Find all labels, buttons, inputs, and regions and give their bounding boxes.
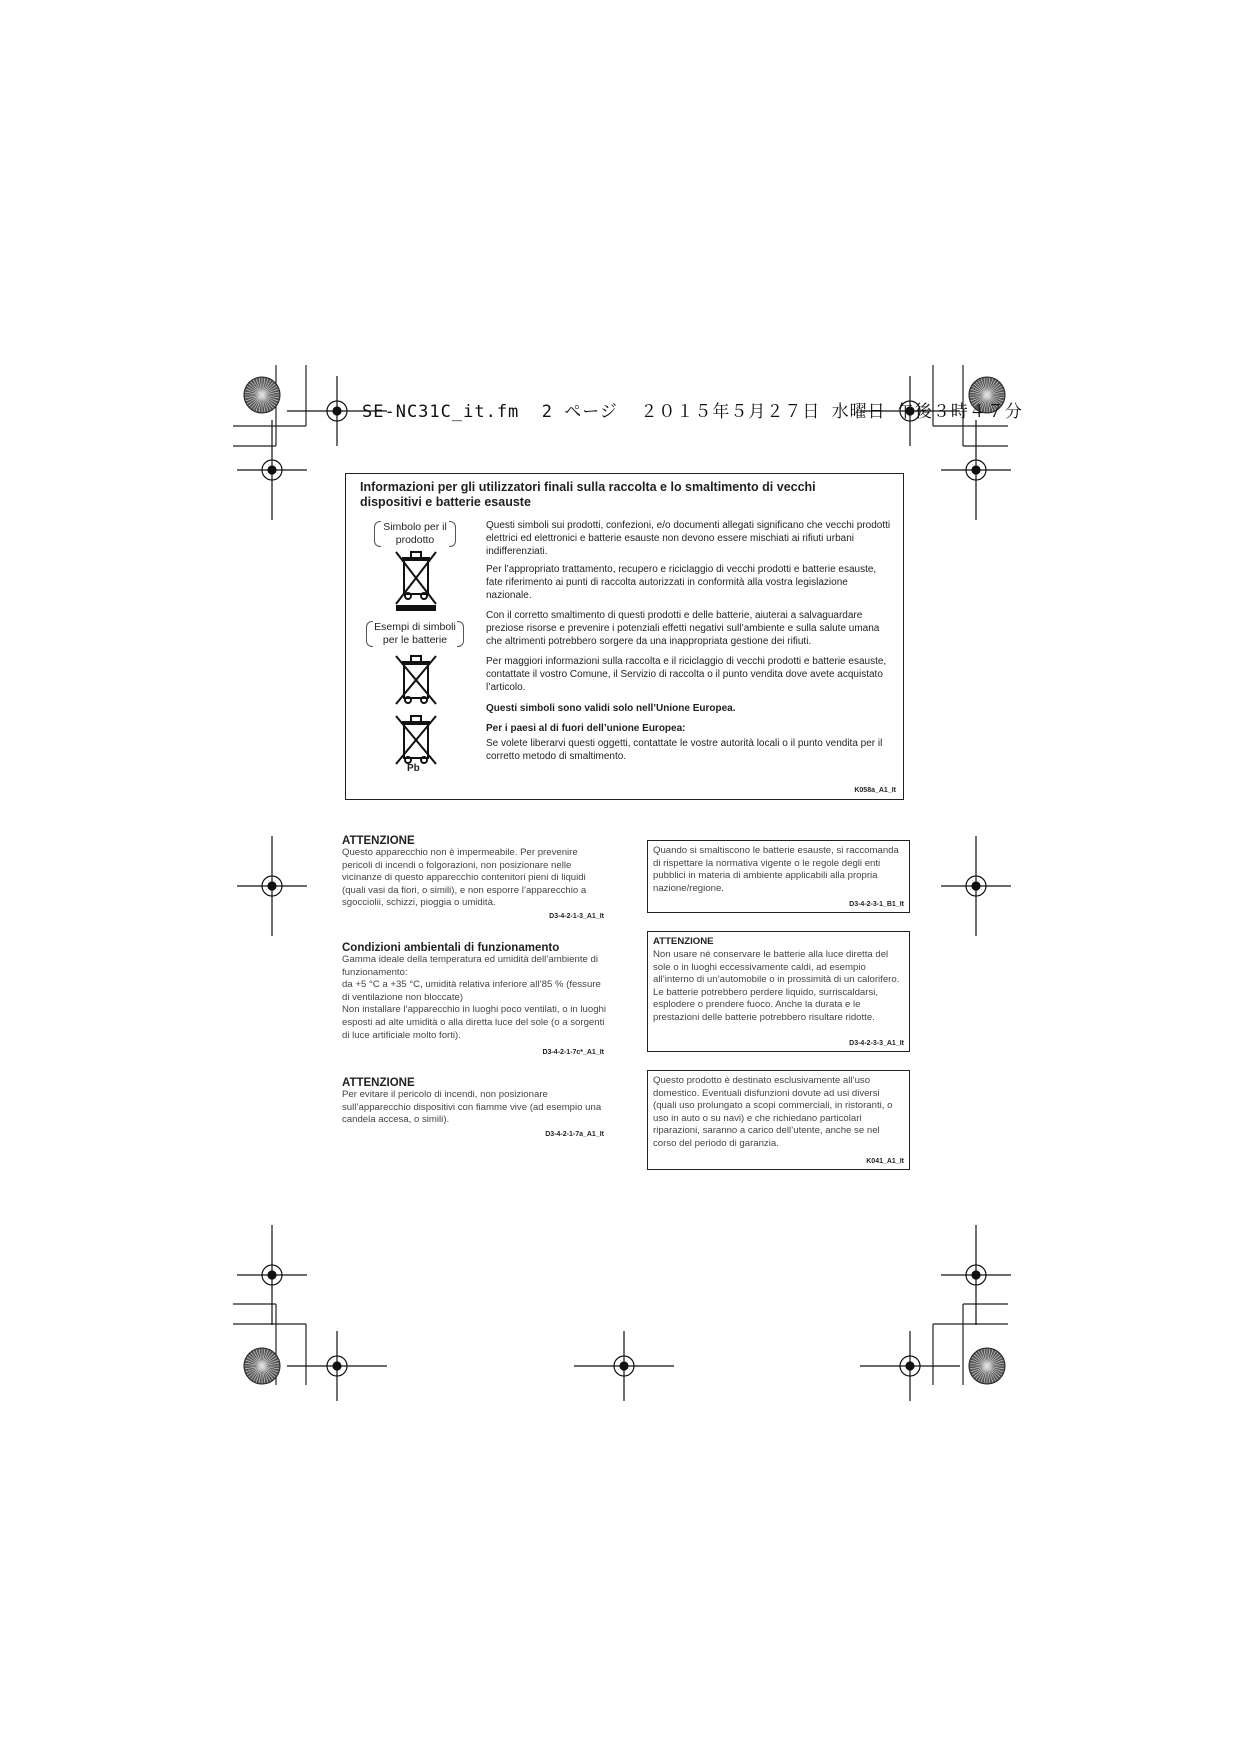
warning2-body: Per evitare il pericolo di incendi, non posizionare sull’apparecchio dispositivi con fiamme vive (ad esempio una candela accesa, o simili). xyxy=(342,1089,602,1126)
weee-non-eu-text: Se volete liberarvi questi oggetti, contattate le vostre autorità locali o il punto vendita per il corretto metodo di smaltimento. xyxy=(486,738,883,762)
color-rosette-icon xyxy=(969,1348,1005,1384)
battery-warning-title: ATTENZIONE xyxy=(653,936,714,947)
battery-symbol-label: Esempi di simboli per le batterie xyxy=(372,621,458,647)
battery-disposal-code: D3-4-2-3-1_B1_It xyxy=(849,901,904,908)
crossed-bin-battery-icon xyxy=(392,652,440,708)
color-rosette-icon xyxy=(244,377,280,413)
file-header: SE-NC31C_it.fm 2 ページ ２０１５年５月２７日 水曜日 午後３時４７分 xyxy=(362,402,1023,422)
pb-label: Pb xyxy=(407,763,420,774)
conditions-code: D3-4-2-1-7c*_A1_It xyxy=(542,1049,604,1056)
warning2-code: D3-4-2-1-7a_A1_It xyxy=(545,1131,604,1138)
weee-paragraph-1: Questi simboli sui prodotti, confezioni, e/o documenti allegati significano che vecchi prodotti elettrici ed elettronici e batterie esauste non devono essere mischiati ai rifiuti urbani indifferenziati. xyxy=(486,520,891,557)
registration-target-icon xyxy=(237,836,307,936)
warning1-body: Questo apparecchio non è impermeabile. Per prevenire pericoli di incendi o folgorazioni, non posizionare nelle vicinanze di questo apparecchio contenitori pieni di liquidi (quali vasi da fiori, o simili), e non esporre l’apparecchio a sgocciolii, schizzi, pioggia o umidità. xyxy=(342,847,587,909)
domestic-use-box xyxy=(647,1070,910,1170)
battery-warning-text: Non usare né conservare le batterie alla luce diretta del sole o in luoghi eccessivamente caldi, ad esempio all’interno di un’automobile o in prossimità di un calorifero. Le batterie potrebbero perdere liquido, surriscaldarsi, esplodere o prendere fuoco. Anche la durata e le prestazioni delle batterie potrebbero risultare ridotte. xyxy=(653,949,900,1023)
registration-target-icon xyxy=(941,1225,1011,1325)
registration-target-icon xyxy=(237,420,307,520)
battery-disposal-box xyxy=(647,840,910,913)
registration-target-icon xyxy=(941,420,1011,520)
battery-warning-box xyxy=(647,931,910,1052)
battery-disposal-text: Quando si smaltiscono le batterie esauste, si raccomanda di rispettare la normativa vigente o le regole degli enti pubblici in materia di ambiente applicabili alla propria nazione/regione. xyxy=(653,845,899,894)
product-bar-mark xyxy=(396,605,436,611)
warning1-code: D3-4-2-1-3_A1_It xyxy=(549,913,604,920)
weee-non-eu-heading: Per i paesi al di fuori dell’unione Europea: xyxy=(486,723,686,734)
product-symbol-label: Simbolo per il prodotto xyxy=(380,521,450,547)
conditions-body: Gamma ideale della temperatura ed umidità dell’ambiente di funzionamento: da +5 °C a +35 °C, umidità relativa inferiore all’85 % (fessure di ventilazione non bloccate) Non installare l’apparecchio in luoghi poco ventilati, o in luoghi esposti ad alte umidità o alla diretta luce del sole (o a sorgenti di luce artificiale molto forti). xyxy=(342,954,606,1041)
weee-eu-only: Questi simboli sono validi solo nell’Unione Europea. xyxy=(486,703,736,714)
registration-target-icon xyxy=(287,1331,387,1401)
color-rosette-icon xyxy=(244,1348,280,1384)
weee-paragraph-4: Per maggiori informazioni sulla raccolta e il riciclaggio di vecchi prodotti e batterie esauste, contattate il vostro Comune, il Servizio di raccolta o il punto vendita dove avete acquistato l’articolo. xyxy=(486,656,887,693)
domestic-use-text: Questo prodotto è destinato esclusivamente all’uso domestico. Eventuali disfunzioni dovute ad usi diversi (quali uso prolungato a scopi commerciali, in ristoranti, o uso in auto o su navi) e che richiedano particolari riparazioni, saranno a carico dell’utente, anche se nel corso del periodo di garanzia. xyxy=(653,1075,893,1149)
warning1-title: ATTENZIONE xyxy=(342,835,415,847)
registration-target-icon xyxy=(860,1331,960,1401)
warning2-title: ATTENZIONE xyxy=(342,1077,415,1089)
registration-target-icon xyxy=(237,1225,307,1325)
weee-paragraph-2: Per l’appropriato trattamento, recupero e riciclaggio di vecchi prodotti e batterie esauste, fate riferimento ai punti di raccolta autorizzati in conformità alla vostra legislazione nazionale. xyxy=(486,564,877,601)
registration-target-icon xyxy=(941,836,1011,936)
crossed-bin-product-icon xyxy=(392,548,440,610)
weee-title: Informazioni per gli utilizzatori finali sulla raccolta e lo smaltimento di vecchi dispositivi e batterie esauste xyxy=(360,480,816,509)
crossed-bin-pb-icon xyxy=(392,712,440,768)
battery-warning-code: D3-4-2-3-3_A1_It xyxy=(849,1040,904,1047)
registration-target-icon xyxy=(574,1331,674,1401)
domestic-use-code: K041_A1_It xyxy=(866,1158,904,1165)
conditions-title: Condizioni ambientali di funzionamento xyxy=(342,942,560,954)
weee-code: K058a_A1_It xyxy=(854,787,896,794)
weee-paragraph-3: Con il corretto smaltimento di questi prodotti e delle batterie, aiuterai a salvaguardare preziose risorse e prevenire i potenziali effetti negativi sull’ambiente e sulla salute umana che altrimenti potrebbero sorgere da una inappropriata gestione dei rifiuti. xyxy=(486,610,880,647)
